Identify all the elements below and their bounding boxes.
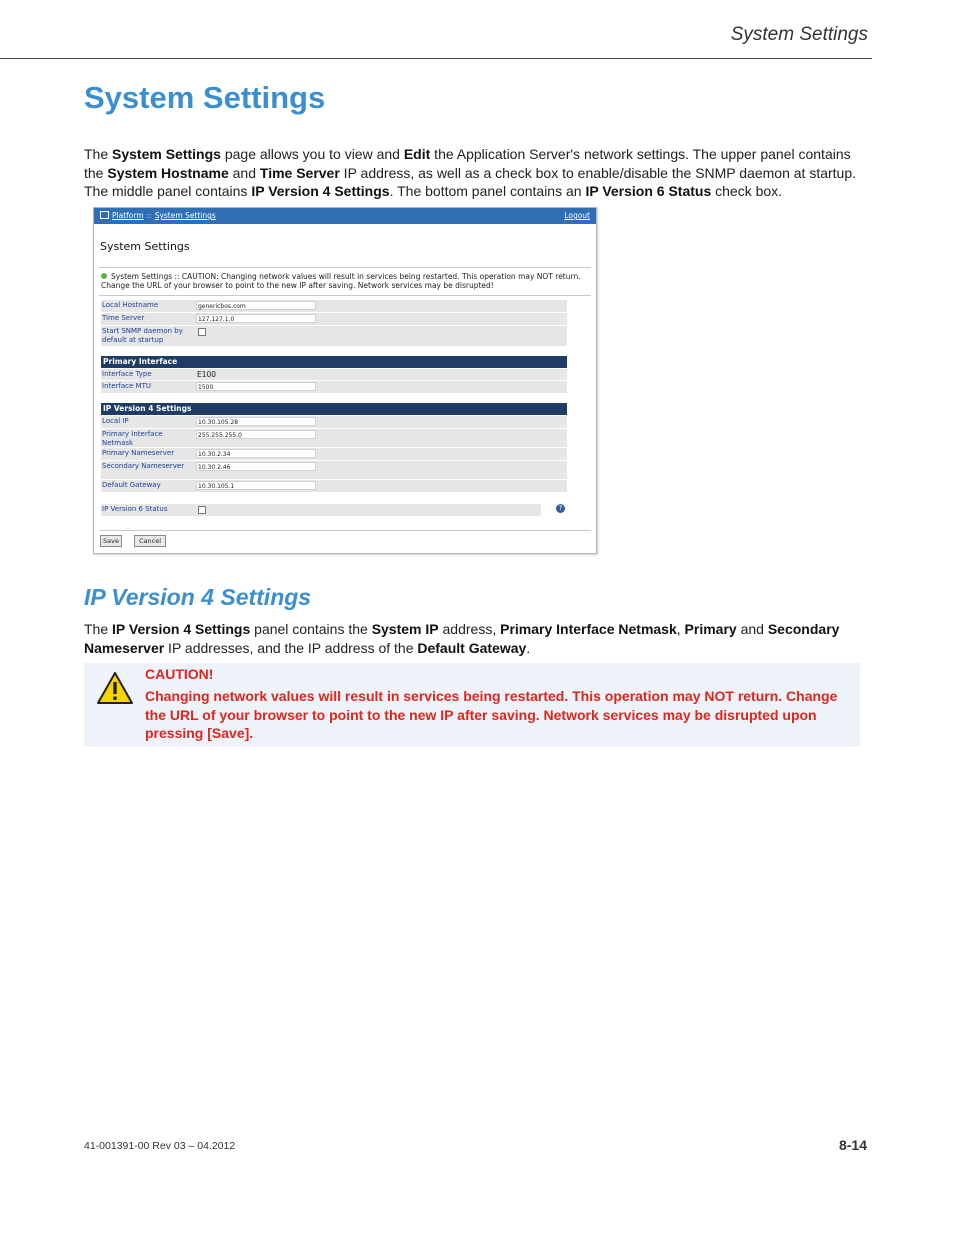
default-gateway-input[interactable]: 10.30.105.1 (196, 481, 316, 490)
form-row-primary-nameserver (101, 448, 567, 460)
save-button[interactable]: Save (100, 535, 122, 547)
form-label: Secondary Nameserver (102, 462, 185, 470)
status-dot-icon (101, 273, 107, 279)
form-row-snmp (101, 326, 567, 346)
footer-doc-number: 41-001391-00 Rev 03 – 04.2012 (84, 1140, 236, 1152)
home-icon (100, 211, 109, 219)
interface-type-value: E100 (197, 370, 217, 379)
help-icon[interactable]: ? (556, 504, 565, 513)
warning-icon (96, 671, 134, 705)
breadcrumb-system-settings[interactable]: System Settings (154, 211, 216, 220)
form-label: Time Server (102, 314, 145, 322)
system-settings-screenshot (93, 207, 597, 554)
form-label: Primary Interface Netmask (102, 430, 163, 447)
form-row-interface-mtu (101, 381, 567, 393)
caution-heading: CAUTION! (145, 666, 214, 682)
form-label: Start SNMP daemon by default at startup (102, 327, 183, 344)
header-rule (0, 58, 872, 59)
screenshot-rule (99, 530, 591, 531)
form-label: Local IP (102, 417, 129, 425)
form-row-default-gateway (101, 480, 567, 492)
form-label: Interface MTU (102, 382, 152, 390)
snmp-checkbox[interactable] (198, 328, 206, 336)
section-paragraph: The IP Version 4 Settings panel contains the System IP address, Primary Interface Netmask, Primary and Secondary Nameserver IP addresses, and the IP address of the Default Gateway. (84, 621, 840, 656)
secondary-nameserver-input[interactable]: 10.30.2.46 (196, 462, 316, 471)
cancel-button[interactable]: Cancel (134, 535, 166, 547)
screenshot-title: System Settings (100, 240, 190, 253)
page-title: System Settings (84, 80, 326, 115)
form-label: Default Gateway (102, 481, 161, 489)
ipv6-status-checkbox[interactable] (198, 506, 206, 514)
form-row-local-hostname (101, 300, 567, 312)
primary-nameserver-input[interactable]: 10.30.2.34 (196, 449, 316, 458)
form-row-time-server (101, 313, 567, 325)
form-row-local-ip (101, 416, 567, 428)
local-hostname-input[interactable]: genericbos.com (196, 301, 316, 310)
form-label: Local Hostname (102, 301, 159, 309)
time-server-input[interactable]: 127.127.1.0 (196, 314, 316, 323)
form-row-ipv6-status (101, 504, 541, 516)
form-row-netmask (101, 429, 567, 447)
form-label: Interface Type (102, 370, 152, 378)
ipv4-settings-header: IP Version 4 Settings (101, 403, 567, 415)
caution-text: Changing network values will result in services being restarted. This operation may NOT return. Change the URL of your browser to point to the new IP after saving. Network services may be disrupted upon pressing [Save]. (145, 688, 838, 741)
form-row-interface-type (101, 369, 567, 380)
running-head: System Settings (730, 24, 868, 45)
intro-paragraph: The System Settings page allows you to view and Edit the Application Server's network settings. The upper panel contains the System Hostname and Time Server IP address, as well as a check box to enable/disable the SNMP daemon at startup. The middle panel contains IP Version 4 Settings. The bottom panel contains an IP Version 6 Status check box. (84, 146, 857, 199)
interface-mtu-input[interactable]: 1500 (196, 382, 316, 391)
screenshot-rule (99, 267, 591, 268)
breadcrumb-platform[interactable]: Platform (112, 211, 144, 220)
caution-box (84, 663, 860, 747)
form-label: Primary Nameserver (102, 449, 175, 457)
logout-link[interactable]: Logout (564, 211, 590, 220)
breadcrumb-separator: :: (146, 211, 152, 220)
netmask-input[interactable]: 255.255.255.0 (196, 430, 316, 439)
local-ip-input[interactable]: 10.30.105.28 (196, 417, 316, 426)
primary-interface-header: Primary Interface (101, 356, 567, 368)
screenshot-rule (99, 295, 591, 296)
breadcrumb (100, 211, 216, 220)
section-title: IP Version 4 Settings (84, 584, 312, 610)
form-label: IP Version 6 Status (102, 505, 168, 513)
footer-page-number: 8-14 (838, 1137, 867, 1153)
screenshot-caution: System Settings :: CAUTION: Changing network values will result in services being restarted. This operation may NOT return. Change the URL of your browser to point to the new IP after saving. Network services may be disrupted! (101, 272, 581, 290)
form-row-secondary-nameserver (101, 461, 567, 479)
screenshot-topbar (94, 208, 596, 224)
